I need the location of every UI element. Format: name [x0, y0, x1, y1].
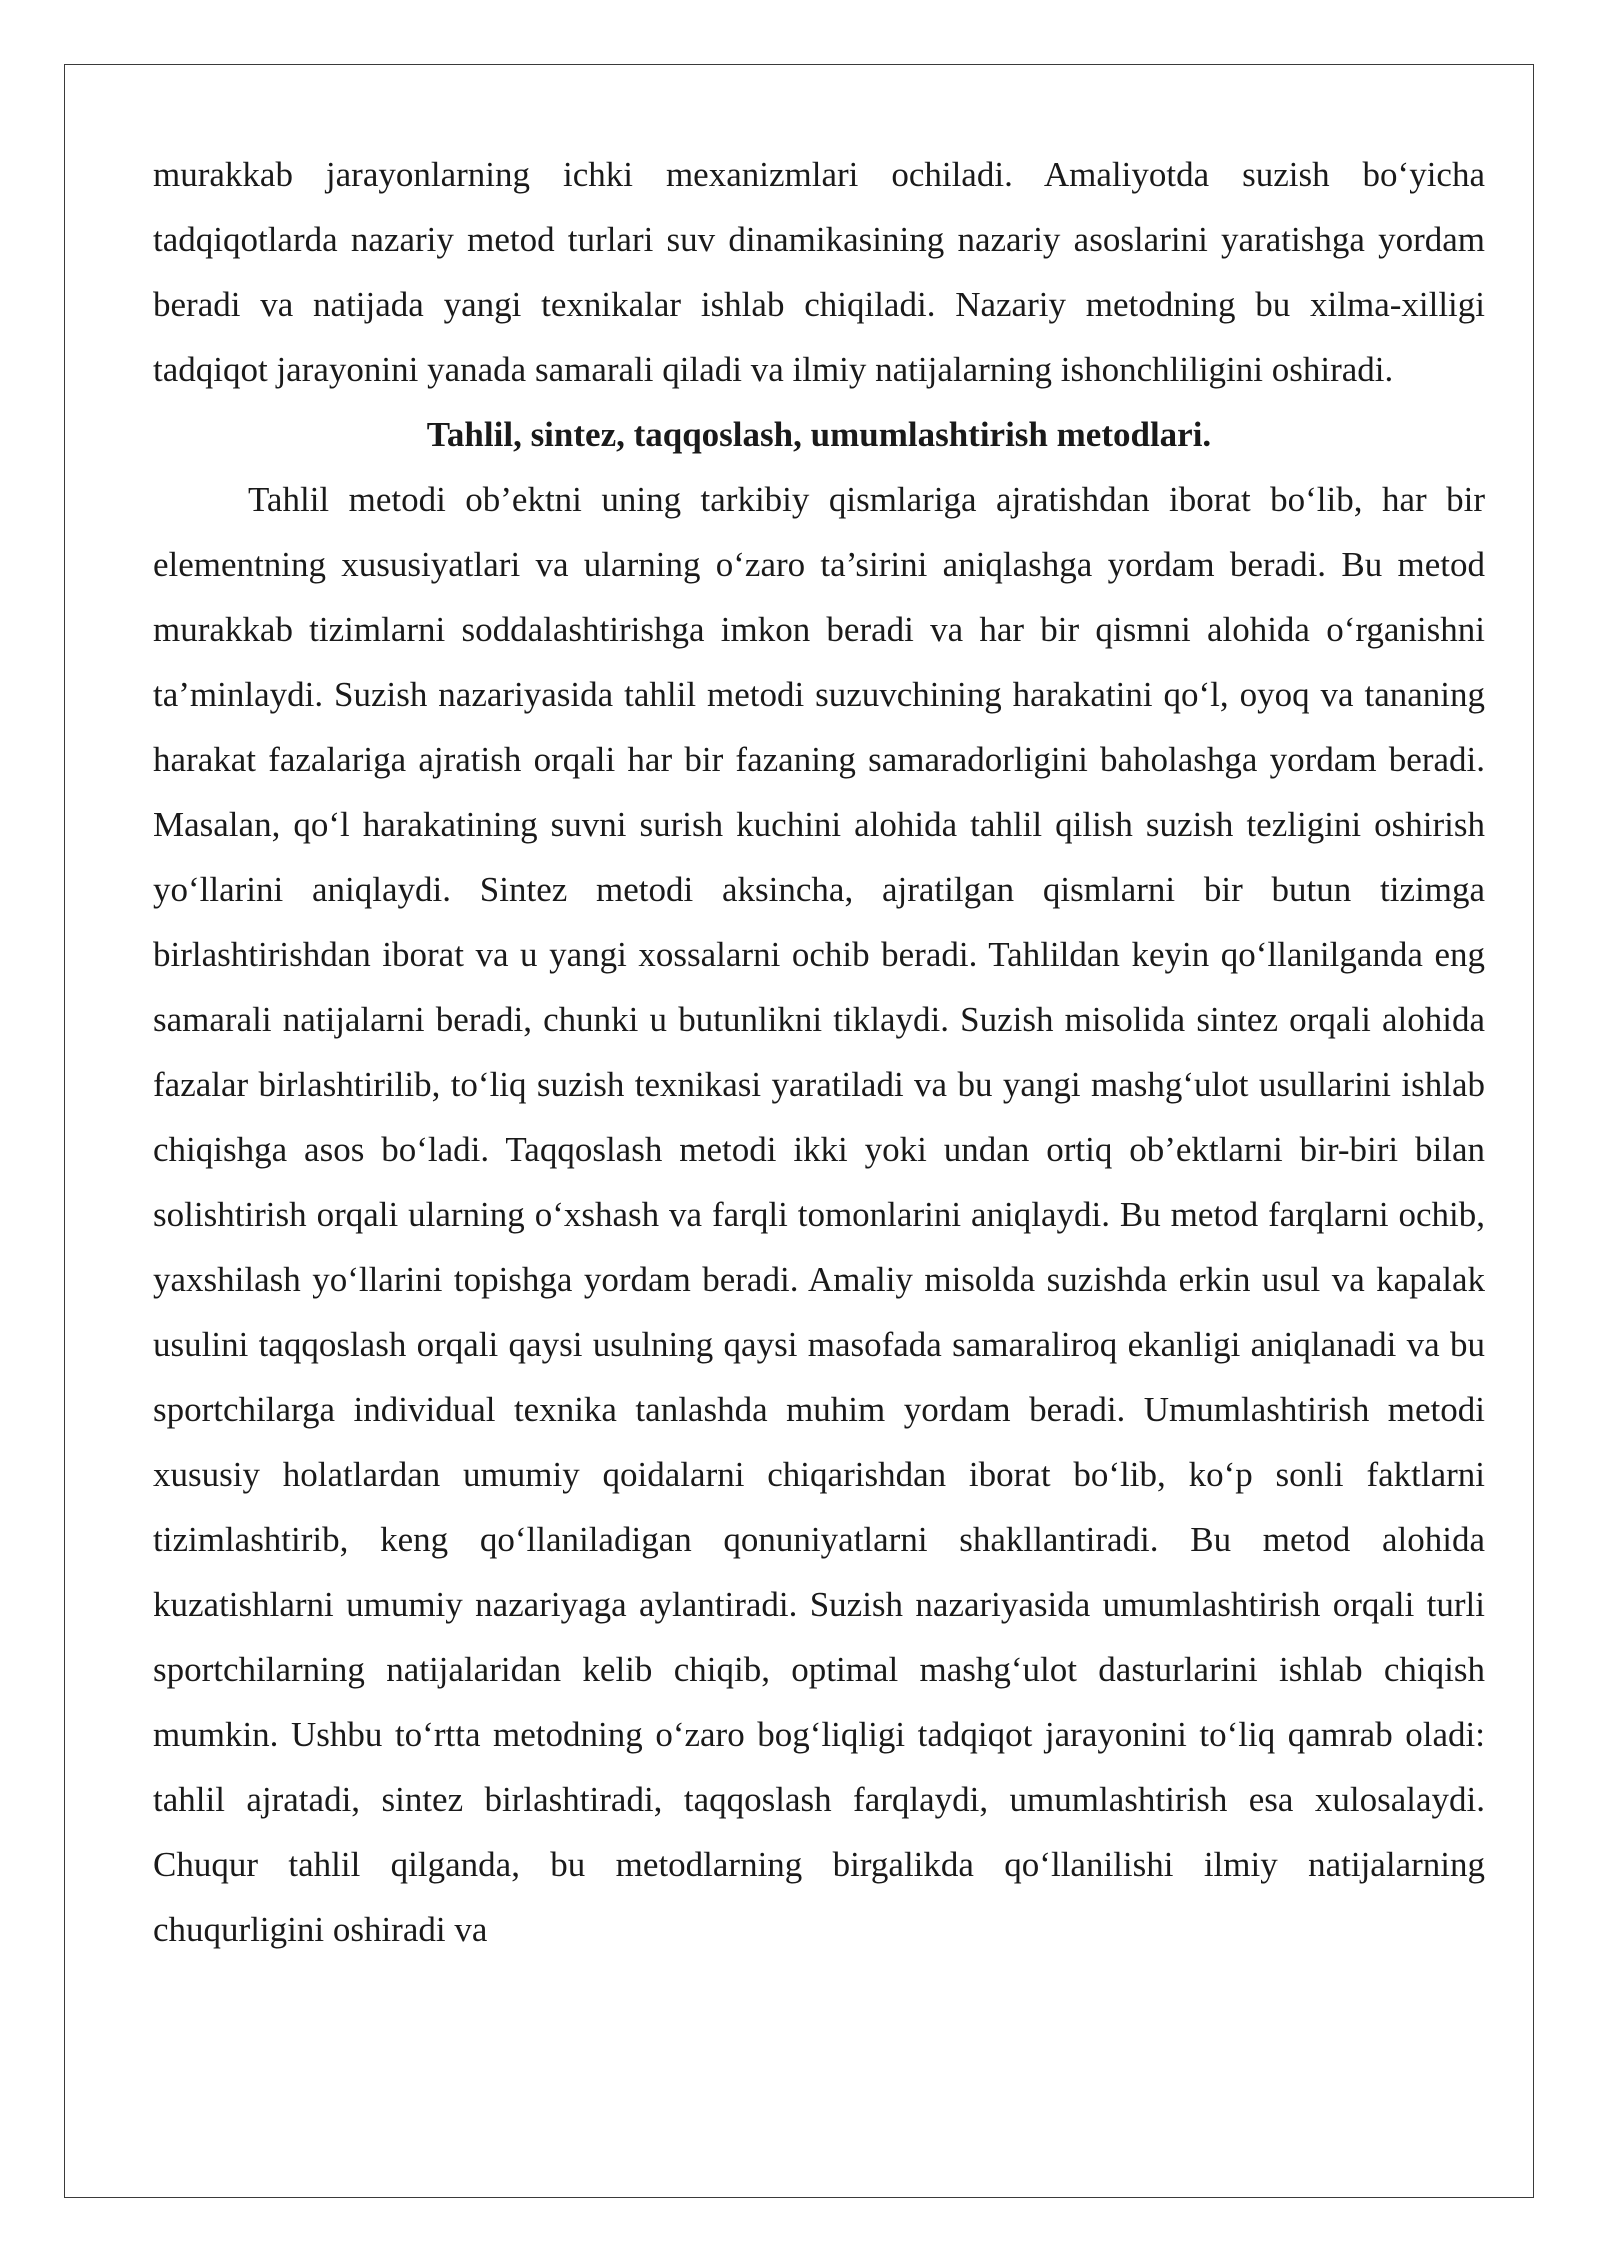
paragraph-continuation: murakkab jarayonlarning ichki mexanizmlari ochiladi. Amaliyotda suzish bo‘yicha tadqiqotlarda nazariy metod turlari suv dinamikasining nazariy asoslarini yaratishga yordam beradi va natijada yangi texnikalar ishlab chiqiladi. Nazariy metodning bu xilma-xilligi tadqiqot jarayonini yanada samarali qiladi va ilmiy natijalarning ishonchliligini oshiradi.	[153, 155, 1485, 389]
document-body	[153, 142, 1485, 1962]
section-heading: Tahlil, sintez, taqqoslash, umumlashtirish metodlari.	[426, 415, 1212, 454]
paragraph-main: Tahlil metodi ob’ektni uning tarkibiy qismlariga ajratishdan iborat bo‘lib, har bir elementning xususiyatlari va ularning o‘zaro ta’sirini aniqlashga yordam beradi. Bu metod murakkab tizimlarni soddalashtirishga imkon beradi va har bir qismni alohida o‘rganishni ta’minlaydi. Suzish nazariyasida tahlil metodi suzuvchining harakatini qo‘l, oyoq va tananing harakat fazalariga ajratish orqali har bir fazaning samaradorligini baholashga yordam beradi. Masalan, qo‘l harakatining suvni surish kuchini alohida tahlil qilish suzish tezligini oshirish yo‘llarini aniqlaydi. Sintez metodi aksincha, ajratilgan qismlarni bir butun tizimga birlashtirishdan iborat va u yangi xossalarni ochib beradi. Tahlildan keyin qo‘llanilganda eng samarali natijalarni beradi, chunki u butunlikni tiklaydi. Suzish misolida sintez orqali alohida fazalar birlashtirilib, to‘liq suzish texnikasi yaratiladi va bu yangi mashg‘ulot usullarini ishlab chiqishga asos bo‘ladi. Taqqoslash metodi ikki yoki undan ortiq ob’ektlarni bir-biri bilan solishtirish orqali ularning o‘xshash va farqli tomonlarini aniqlaydi. Bu metod farqlarni ochib, yaxshilash yo‘llarini topishga yordam beradi. Amaliy misolda suzishda erkin usul va kapalak usulini taqqoslash orqali qaysi usulning qaysi masofada samaraliroq ekanligi aniqlanadi va bu sportchilarga individual texnika tanlashda muhim yordam beradi. Umumlashtirish metodi xususiy holatlardan umumiy qoidalarni chiqarishdan iborat bo‘lib, ko‘p sonli faktlarni tizimlashtirib, keng qo‘llaniladigan qonuniyatlarni shakllantiradi. Bu metod alohida kuzatishlarni umumiy nazariyaga aylantiradi. Suzish nazariyasida umumlashtirish orqali turli sportchilarning natijalaridan kelib chiqib, optimal mashg‘ulot dasturlarini ishlab chiqish mumkin. Ushbu to‘rtta metodning o‘zaro bog‘liqligi tadqiqot jarayonini to‘liq qamrab oladi: tahlil ajratadi, sintez birlashtiradi, taqqoslash farqlaydi, umumlashtirish esa xulosalaydi. Chuqur tahlil qilganda, bu metodlarning birgalikda qo‘llanilishi ilmiy natijalarning chuqurligini oshiradi va	[153, 480, 1485, 1949]
